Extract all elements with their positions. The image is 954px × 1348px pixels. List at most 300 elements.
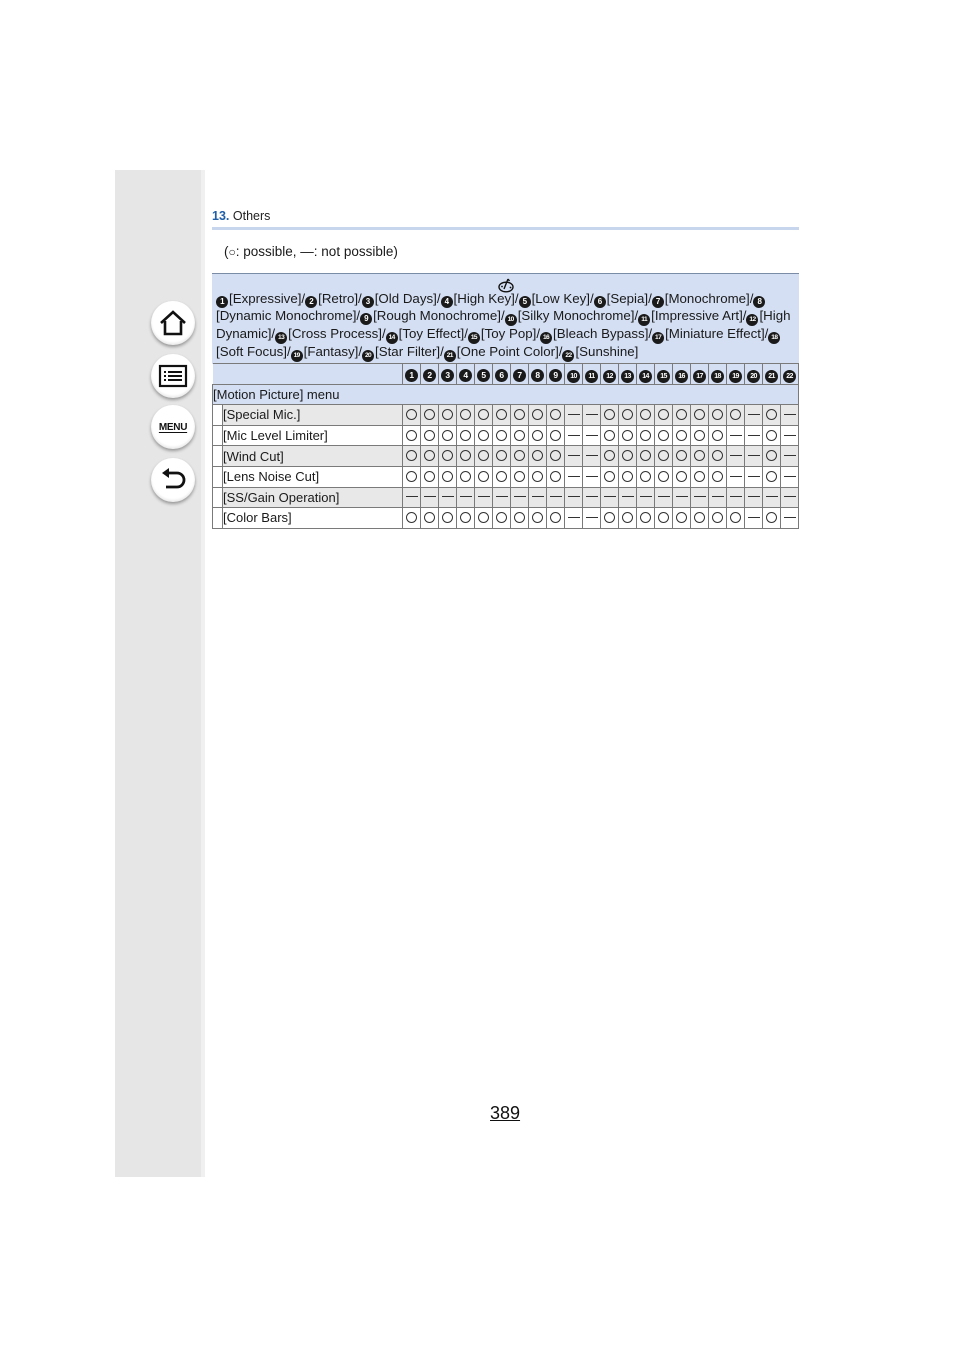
possible-cell (547, 425, 565, 446)
possible-cell (619, 508, 637, 529)
possible-cell (637, 405, 655, 426)
possible-cell (655, 446, 673, 467)
possible-mark (532, 471, 543, 482)
mode-number-cell (745, 364, 763, 385)
possible-mark (550, 512, 561, 523)
possible-mark (460, 409, 471, 420)
mode-number-cell (421, 364, 439, 385)
not-possible-cell (745, 508, 763, 529)
not-possible-mark (406, 496, 418, 497)
mode-number-cell (619, 364, 637, 385)
possible-mark (622, 450, 633, 461)
possible-mark (712, 450, 723, 461)
possible-mark (532, 430, 543, 441)
not-possible-mark (658, 496, 670, 497)
possible-mark (424, 409, 435, 420)
mode-number-cell (583, 364, 601, 385)
possible-mark (640, 471, 651, 482)
possible-mark (694, 430, 705, 441)
possible-cell (601, 466, 619, 487)
not-possible-mark (622, 496, 634, 497)
possible-mark (424, 471, 435, 482)
mode-number-1-badge: 1 (405, 369, 418, 382)
not-possible-cell (763, 487, 781, 508)
possible-mark (514, 430, 525, 441)
not-possible-symbol: — (300, 244, 314, 259)
mode-number-1-badge: 1 (216, 296, 228, 308)
not-possible-cell (727, 446, 745, 467)
mode-number-8-badge: 8 (531, 369, 544, 382)
not-possible-mark (766, 496, 778, 497)
not-possible-cell (727, 487, 745, 508)
possible-cell (673, 446, 691, 467)
possible-mark (406, 450, 417, 461)
mode-number-cell (403, 364, 421, 385)
indent-cell (213, 508, 223, 529)
possible-mark (694, 409, 705, 420)
possible-mark (622, 409, 633, 420)
mode-label: [High Key] (453, 291, 515, 306)
not-possible-mark (586, 455, 598, 456)
row-label: [Mic Level Limiter] (223, 425, 403, 446)
possible-cell (547, 405, 565, 426)
contents-button[interactable] (151, 354, 195, 398)
mode-item (291, 344, 359, 359)
table-row (213, 487, 799, 508)
list-icon (158, 364, 188, 388)
possible-cell (763, 508, 781, 529)
not-possible-cell (745, 446, 763, 467)
mode-number-row (213, 364, 799, 385)
table-row (213, 425, 799, 446)
not-possible-cell (745, 466, 763, 487)
possible-mark (766, 512, 777, 523)
possible-cell (601, 405, 619, 426)
possible-cell (421, 508, 439, 529)
possible-mark (406, 409, 417, 420)
mode-label: [Miniature Effect] (665, 326, 765, 341)
not-possible-cell (475, 487, 493, 508)
possible-cell (601, 425, 619, 446)
mode-label: [Impressive Art] (651, 308, 743, 323)
mode-separator: / (648, 326, 653, 341)
possible-cell (673, 508, 691, 529)
not-possible-mark (748, 435, 760, 436)
possible-cell (529, 405, 547, 426)
possible-mark (406, 512, 417, 523)
header-blank-cell (213, 364, 403, 385)
home-icon (158, 309, 188, 337)
not-possible-cell (781, 425, 799, 446)
table-row (213, 466, 799, 487)
possible-mark (640, 512, 651, 523)
not-possible-cell (493, 487, 511, 508)
possible-cell (619, 425, 637, 446)
mode-number-cell (493, 364, 511, 385)
home-button[interactable] (151, 301, 195, 345)
mode-number-7-badge: 7 (652, 296, 664, 308)
mode-label: [Old Days] (374, 291, 437, 306)
mode-separator: / (301, 291, 306, 306)
mode-number-15-badge: 15 (468, 332, 480, 344)
possible-mark (766, 409, 777, 420)
not-possible-mark (568, 414, 580, 415)
possible-mark (550, 471, 561, 482)
not-possible-cell (673, 487, 691, 508)
possible-mark (478, 409, 489, 420)
mode-item (652, 326, 765, 341)
possible-mark (622, 471, 633, 482)
mode-number-2-badge: 2 (305, 296, 317, 308)
mode-separator: / (558, 344, 563, 359)
possible-cell (727, 405, 745, 426)
not-possible-mark (748, 517, 760, 518)
mode-separator: / (749, 291, 754, 306)
mode-label: [Fantasy] (303, 344, 359, 359)
mode-number-10-badge: 10 (567, 370, 580, 383)
possible-cell (493, 446, 511, 467)
not-possible-mark (640, 496, 652, 497)
possible-cell (457, 508, 475, 529)
possible-cell (439, 466, 457, 487)
mode-item (562, 344, 638, 359)
not-possible-mark (730, 455, 742, 456)
mode-number-17-badge: 17 (652, 332, 664, 344)
not-possible-mark (730, 435, 742, 436)
possible-mark (730, 409, 741, 420)
possible-cell (511, 446, 529, 467)
not-possible-mark (550, 496, 562, 497)
possible-cell (457, 405, 475, 426)
not-possible-cell (439, 487, 457, 508)
mode-separator: / (286, 344, 291, 359)
mode-item (362, 291, 437, 306)
possible-cell (439, 405, 457, 426)
not-possible-cell (601, 487, 619, 508)
possible-cell (511, 508, 529, 529)
mode-label: [Low Key] (531, 291, 590, 306)
possible-mark (604, 409, 615, 420)
chapter-heading (212, 209, 270, 223)
mode-number-21-badge: 21 (444, 350, 456, 362)
legend-not-possible-text: : not possible) (313, 244, 398, 259)
possible-mark (406, 471, 417, 482)
indent-cell (213, 466, 223, 487)
indent-cell (213, 405, 223, 426)
mode-number-12-badge: 12 (746, 314, 758, 326)
possible-cell (475, 405, 493, 426)
possible-cell (547, 508, 565, 529)
mode-number-cell (475, 364, 493, 385)
mode-label: [Toy Pop] (480, 326, 537, 341)
legend (224, 244, 398, 259)
mode-number-cell (547, 364, 565, 385)
possible-cell (655, 466, 673, 487)
possible-cell (493, 405, 511, 426)
chapter-title: Others (232, 209, 271, 223)
possible-mark (658, 471, 669, 482)
not-possible-cell (781, 446, 799, 467)
possible-mark (496, 450, 507, 461)
possible-cell (619, 405, 637, 426)
possible-cell (709, 466, 727, 487)
possible-mark (640, 450, 651, 461)
table-row (213, 508, 799, 529)
row-label: [Wind Cut] (223, 446, 403, 467)
not-possible-mark (496, 496, 508, 497)
not-possible-mark (514, 496, 526, 497)
possible-cell (403, 508, 421, 529)
possible-cell (403, 466, 421, 487)
not-possible-mark (586, 476, 598, 477)
possible-cell (421, 425, 439, 446)
mode-number-cell (601, 364, 619, 385)
mode-number-cell (709, 364, 727, 385)
mode-item (386, 326, 465, 341)
mode-number-11-badge: 11 (638, 314, 650, 326)
indent-cell (213, 425, 223, 446)
not-possible-mark (748, 414, 760, 415)
possible-mark (658, 512, 669, 523)
possible-mark (712, 512, 723, 523)
mode-number-12-badge: 12 (603, 370, 616, 383)
not-possible-cell (583, 446, 601, 467)
mode-number-cell (727, 364, 745, 385)
not-possible-cell (565, 446, 583, 467)
not-possible-mark (586, 517, 598, 518)
chapter-rule (212, 227, 799, 230)
not-possible-mark (424, 496, 436, 497)
mode-number-cell (781, 364, 799, 385)
possible-mark (460, 512, 471, 523)
possible-mark (442, 430, 453, 441)
possible-cell (403, 405, 421, 426)
possible-cell (655, 405, 673, 426)
possible-mark (676, 430, 687, 441)
mode-item (638, 308, 743, 323)
possible-mark (658, 430, 669, 441)
mode-number-cell (511, 364, 529, 385)
mode-number-6-badge: 6 (495, 369, 508, 382)
mode-label: [Sunshine] (575, 344, 639, 359)
row-label: [Lens Noise Cut] (223, 466, 403, 487)
mode-label: [Monochrome] (664, 291, 750, 306)
not-possible-mark (460, 496, 472, 497)
not-possible-cell (529, 487, 547, 508)
possible-cell (709, 446, 727, 467)
mode-number-9-badge: 9 (360, 313, 372, 325)
not-possible-mark (784, 435, 796, 436)
not-possible-cell (565, 508, 583, 529)
possible-cell (457, 446, 475, 467)
possible-mark (460, 450, 471, 461)
possible-mark (604, 430, 615, 441)
possible-cell (403, 446, 421, 467)
mode-item (540, 326, 648, 341)
not-possible-cell (781, 466, 799, 487)
mode-label: [Star Filter] (375, 344, 441, 359)
possible-cell (673, 425, 691, 446)
mode-number-cell (457, 364, 475, 385)
mode-number-cell (763, 364, 781, 385)
possible-cell (727, 508, 745, 529)
possible-cell (475, 446, 493, 467)
not-possible-cell (637, 487, 655, 508)
possible-cell (493, 466, 511, 487)
possible-mark (478, 430, 489, 441)
not-possible-mark (784, 414, 796, 415)
mode-label: [Silky Monochrome] (517, 308, 635, 323)
possible-mark (496, 471, 507, 482)
back-arrow-icon (158, 466, 188, 494)
not-possible-cell (583, 405, 601, 426)
mode-label: [Rough Monochrome] (373, 308, 501, 323)
mode-label: [Bleach Bypass] (553, 326, 649, 341)
possible-cell (637, 508, 655, 529)
not-possible-cell (403, 487, 421, 508)
possible-cell (619, 446, 637, 467)
possible-mark (442, 512, 453, 523)
mode-label: [Soft Focus] (216, 344, 287, 359)
table-row (213, 446, 799, 467)
possible-mark (604, 512, 615, 523)
menu-icon: MENU (158, 421, 188, 433)
possible-cell (655, 425, 673, 446)
possible-cell (421, 466, 439, 487)
mode-item (468, 326, 536, 341)
legend-possible-text: : possible, (235, 244, 301, 259)
possible-mark (532, 409, 543, 420)
mode-separator: / (648, 291, 652, 306)
mode-item (444, 344, 559, 359)
possible-cell (457, 425, 475, 446)
mode-label: [Dynamic Monochrome] (216, 308, 357, 323)
not-possible-cell (781, 487, 799, 508)
possible-cell (619, 466, 637, 487)
possible-cell (691, 425, 709, 446)
mode-number-20-badge: 20 (747, 370, 760, 383)
possible-cell (421, 405, 439, 426)
mode-label: [One Point Color] (456, 344, 559, 359)
possible-mark (694, 512, 705, 523)
possible-mark (694, 450, 705, 461)
not-possible-cell (457, 487, 475, 508)
mode-number-19-badge: 19 (729, 370, 742, 383)
modes-header (212, 273, 799, 364)
not-possible-mark (748, 496, 760, 497)
not-possible-cell (727, 425, 745, 446)
possible-mark (622, 512, 633, 523)
mode-item (275, 326, 382, 341)
mode-separator: / (356, 308, 361, 323)
mode-number-21-badge: 21 (765, 370, 778, 383)
possible-mark (514, 512, 525, 523)
not-possible-cell (781, 405, 799, 426)
possible-cell (763, 425, 781, 446)
mode-separator: / (536, 326, 541, 341)
possible-cell (709, 425, 727, 446)
possible-mark (424, 450, 435, 461)
mode-number-18-badge: 18 (711, 370, 724, 383)
possible-cell (493, 425, 511, 446)
not-possible-cell (511, 487, 529, 508)
not-possible-mark (568, 435, 580, 436)
possible-cell (529, 446, 547, 467)
not-possible-cell (691, 487, 709, 508)
table-row (213, 405, 799, 426)
not-possible-cell (583, 425, 601, 446)
mode-number-3-badge: 3 (441, 369, 454, 382)
mode-number-17-badge: 17 (693, 370, 706, 383)
mode-number-cell (655, 364, 673, 385)
not-possible-mark (748, 476, 760, 477)
mode-number-7-badge: 7 (513, 369, 526, 382)
possible-mark (514, 450, 525, 461)
possible-mark (712, 409, 723, 420)
not-possible-cell (565, 405, 583, 426)
possible-cell (763, 446, 781, 467)
back-button[interactable] (151, 458, 195, 502)
possible-mark (496, 409, 507, 420)
mode-number-cell (439, 364, 457, 385)
possible-mark (514, 409, 525, 420)
mode-label: [High Dynamic] (216, 308, 791, 341)
modes-list (216, 291, 796, 362)
mode-item (594, 291, 648, 306)
menu-button[interactable] (151, 405, 195, 449)
mode-item (441, 291, 515, 306)
mode-number-20-badge: 20 (362, 350, 374, 362)
indent-cell (213, 446, 223, 467)
not-possible-mark (478, 496, 490, 497)
mode-separator: / (358, 291, 362, 306)
mode-number-10-badge: 10 (505, 314, 517, 326)
mode-separator: / (589, 291, 594, 306)
mode-separator: / (464, 326, 468, 341)
mode-item (216, 291, 301, 306)
section-title: [Motion Picture] menu (213, 384, 799, 405)
mode-number-cell (637, 364, 655, 385)
possible-mark (658, 450, 669, 461)
mode-separator: / (742, 308, 747, 323)
not-possible-mark (586, 435, 598, 436)
possible-mark (442, 450, 453, 461)
mode-number-14-badge: 14 (639, 370, 652, 383)
mode-separator: / (440, 344, 444, 359)
mode-number-cell (673, 364, 691, 385)
possible-mark (712, 430, 723, 441)
not-possible-mark (784, 476, 796, 477)
row-label: [Color Bars] (223, 508, 403, 529)
possible-cell (511, 425, 529, 446)
mode-separator: / (381, 326, 386, 341)
not-possible-cell (619, 487, 637, 508)
not-possible-mark (784, 455, 796, 456)
possible-mark (460, 430, 471, 441)
possible-cell (475, 466, 493, 487)
mode-item (305, 291, 358, 306)
not-possible-mark (586, 496, 598, 497)
possible-mark (604, 450, 615, 461)
not-possible-mark (532, 496, 544, 497)
possible-mark (496, 430, 507, 441)
possible-mark (604, 471, 615, 482)
possible-cell (529, 425, 547, 446)
mode-label: [Sepia] (606, 291, 649, 306)
possible-cell (457, 466, 475, 487)
mode-label: [Retro] (318, 291, 359, 306)
not-possible-cell (421, 487, 439, 508)
